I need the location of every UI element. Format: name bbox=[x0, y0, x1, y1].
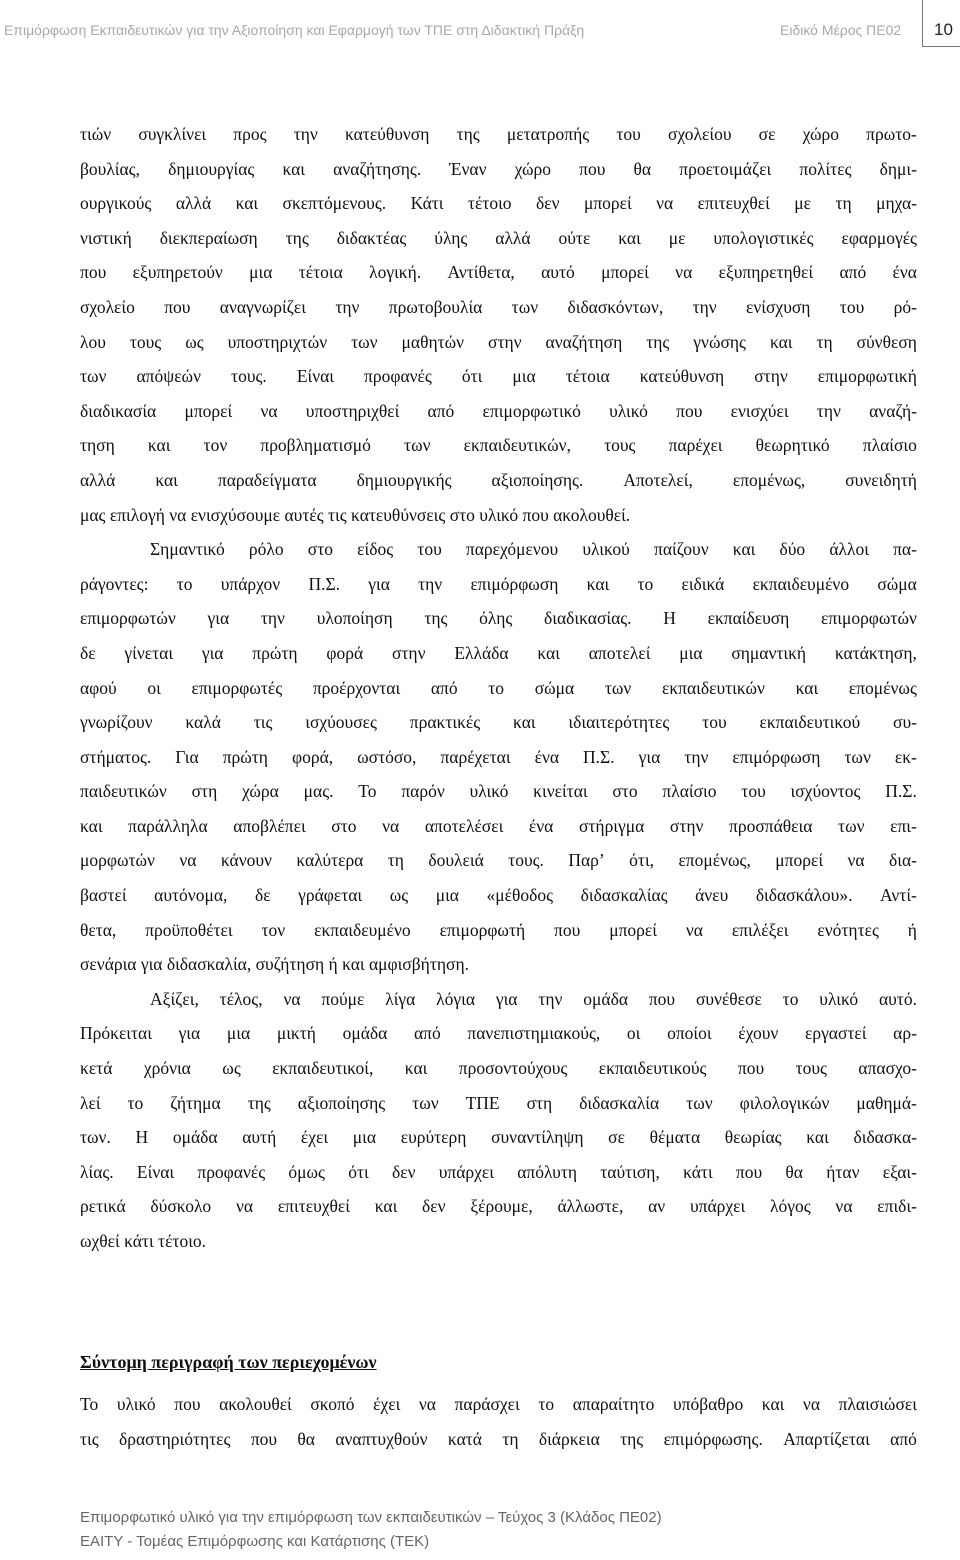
text-line: ωχθεί κάτι τέτοιο. bbox=[80, 1231, 207, 1251]
text-line: ρετικά δύσκολο να επιτευχθεί και δεν ξέρουμε, άλλωστε, αν υπάρχει λόγος να επιδι- bbox=[80, 1196, 917, 1217]
text-line: ουργικούς αλλά και σκεπτόμενους. Κάτι τέτοιο δεν μπορεί να επιτευχθεί με τη μηχα- bbox=[80, 193, 917, 214]
text-line: νιστική διεκπεραίωση της διδακτέας ύλης αλλά ούτε και με υπολογιστικές εφαρμογές bbox=[80, 227, 917, 248]
text-line: ράγοντες: το υπάρχον Π.Σ. για την επιμόρφωση και το ειδικά εκπαιδευμένο σώμα bbox=[80, 573, 917, 594]
text-line: βαστεί αυτόνομα, δε γράφεται ως μια «μέθοδος διδασκαλίας άνευ διδασκάλου». Αντί- bbox=[80, 885, 917, 906]
header-underline bbox=[922, 46, 960, 47]
text-line: των απόψεών τους. Είναι προφανές ότι μια τέτοια κατεύθυνση στην επιμορφωτική bbox=[80, 366, 917, 387]
text-line: γνωρίζουν καλά τις ισχύουσες πρακτικές και ιδιαιτερότητες του εκπαιδευτικού συ- bbox=[80, 712, 917, 733]
header-title: Επιμόρφωση Εκπαιδευτικών για την Αξιοποίηση και Εφαρμογή των ΤΠΕ στη Διδακτική Πράξη bbox=[4, 22, 585, 38]
text-line: στήματος. Για πρώτη φορά, ωστόσο, παρέχεται ένα Π.Σ. για την επιμόρφωση των εκ- bbox=[80, 746, 917, 767]
footer-line-2: ΕΑΙΤΥ - Τομέας Επιμόρφωσης και Κατάρτισης (ΤΕΚ) bbox=[80, 1533, 430, 1550]
text-line: κετά χρόνια ως εκπαιδευτικοί, και προσοντούχους εκπαιδευτικούς που τους απασχο- bbox=[80, 1058, 917, 1079]
text-line: δε γίνεται για πρώτη φορά στην Ελλάδα και αποτελεί μια σημαντική κατάκτηση, bbox=[80, 642, 917, 663]
text-line: επιμορφωτών για την υλοποίηση της όλης διαδικασίας. Η εκπαίδευση επιμορφωτών bbox=[80, 608, 917, 629]
text-line: Αξίζει, τέλος, να πούμε λίγα λόγια για την ομάδα που συνέθεσε το υλικό αυτό. bbox=[150, 988, 917, 1009]
text-line: που εξυπηρετούν μια τέτοια λογική. Αντίθετα, αυτό μπορεί να εξυπηρετηθεί από ένα bbox=[80, 262, 917, 283]
text-line: παιδευτικών στη χώρα μας. Το παρόν υλικό κινείται στο πλαίσιο του ισχύοντος Π.Σ. bbox=[80, 781, 917, 802]
section-body-text bbox=[80, 1387, 917, 1456]
text-line: τηση και τον προβληματισμό των εκπαιδευτικών, τους παρέχει θεωρητικό πλαίσιο bbox=[80, 435, 917, 456]
text-line: θετα, προϋποθέτει τον εκπαιδευμένο επιμορφωτή που μπορεί να επιλέξει ενότητες ή bbox=[80, 919, 917, 940]
text-line: μας επιλογή να ενισχύσουμε αυτές τις κατευθύνσεις στο υλικό που ακολουθεί. bbox=[80, 504, 631, 525]
page-header bbox=[0, 0, 960, 56]
text-line: βουλίας, δημιουργίας και αναζήτησης. Έναν χώρο που θα προετοιμάζει πολίτες δημι- bbox=[80, 158, 917, 179]
text-line: λου τους ως υποστηριχτών των μαθητών στην αναζήτηση της γνώσης και τη σύνθεση bbox=[80, 331, 917, 352]
text-line: τις δραστηριότητες που θα αναπτυχθούν κατά τη διάρκεια της επιμόρφωσης. Απαρτίζεται από bbox=[80, 1428, 917, 1449]
text-line: λίας. Είναι προφανές όμως ότι δεν υπάρχει απόλυτη ταύτιση, κάτι που θα ήταν εξαι- bbox=[80, 1161, 917, 1182]
text-line: αλλά και παραδείγματα δημιουργικής αξιοποίησης. Αποτελεί, επομένως, συνειδητή bbox=[80, 469, 917, 490]
text-line: μορφωτών να κάνουν καλύτερα τη δουλειά τους. Παρ’ ότι, επομένως, μπορεί να δια- bbox=[80, 850, 917, 871]
page-number: 10 bbox=[934, 20, 953, 39]
text-line: αφού οι επιμορφωτές προέρχονται από το σώμα των εκπαιδευτικών και επομένως bbox=[80, 677, 917, 698]
text-line: τιών συγκλίνει προς την κατεύθυνση της μετατροπής του σχολείου σε χώρο πρωτο- bbox=[80, 124, 917, 144]
text-line: διαδικασία μπορεί να υποστηριχθεί από επιμορφωτικό υλικό που ενισχύει την αναζή- bbox=[80, 400, 917, 421]
header-section: Ειδικό Μέρος ΠΕ02 bbox=[780, 22, 902, 38]
text-line: Σημαντικό ρόλο στο είδος του παρεχόμενου υλικού παίζουν και δύο άλλοι πα- bbox=[150, 539, 917, 560]
section-heading: Σύντομη περιγραφή των περιεχομένων bbox=[80, 1352, 377, 1372]
text-line: των. Η ομάδα αυτή έχει μια ευρύτερη συναντίληψη σε θέματα θεωρίας και διδασκα- bbox=[80, 1127, 917, 1148]
text-line: και παράλληλα αποβλέπει στο να αποτελέσει ένα στήριγμα στην προσπάθεια των επι- bbox=[80, 815, 917, 836]
text-line: Πρόκειται για μια μικτή ομάδα από πανεπιστημιακούς, οι οποίοι έχουν εργαστεί αρ- bbox=[80, 1023, 917, 1044]
footer-line-1: Επιμορφωτικό υλικό για την επιμόρφωση των εκπαιδευτικών – Τεύχος 3 (Κλάδος ΠΕ02) bbox=[80, 1509, 662, 1526]
text-line: λεί το ζήτημα της αξιοποίησης των ΤΠΕ στη διδασκαλία των φιλολογικών μαθημά- bbox=[80, 1092, 917, 1113]
body-text bbox=[80, 117, 917, 1259]
text-line: Το υλικό που ακολουθεί σκοπό έχει να παράσχει το απαραίτητο υπόβαθρο και να πλαισιώσει bbox=[80, 1394, 917, 1414]
text-line: σενάρια για διδασκαλία, συζήτηση ή και αμφισβήτηση. bbox=[80, 954, 469, 975]
header-divider bbox=[922, 0, 923, 46]
text-line: σχολείο που αναγνωρίζει την πρωτοβουλία των διδασκόντων, την ενίσχυση του ρό- bbox=[80, 296, 917, 317]
